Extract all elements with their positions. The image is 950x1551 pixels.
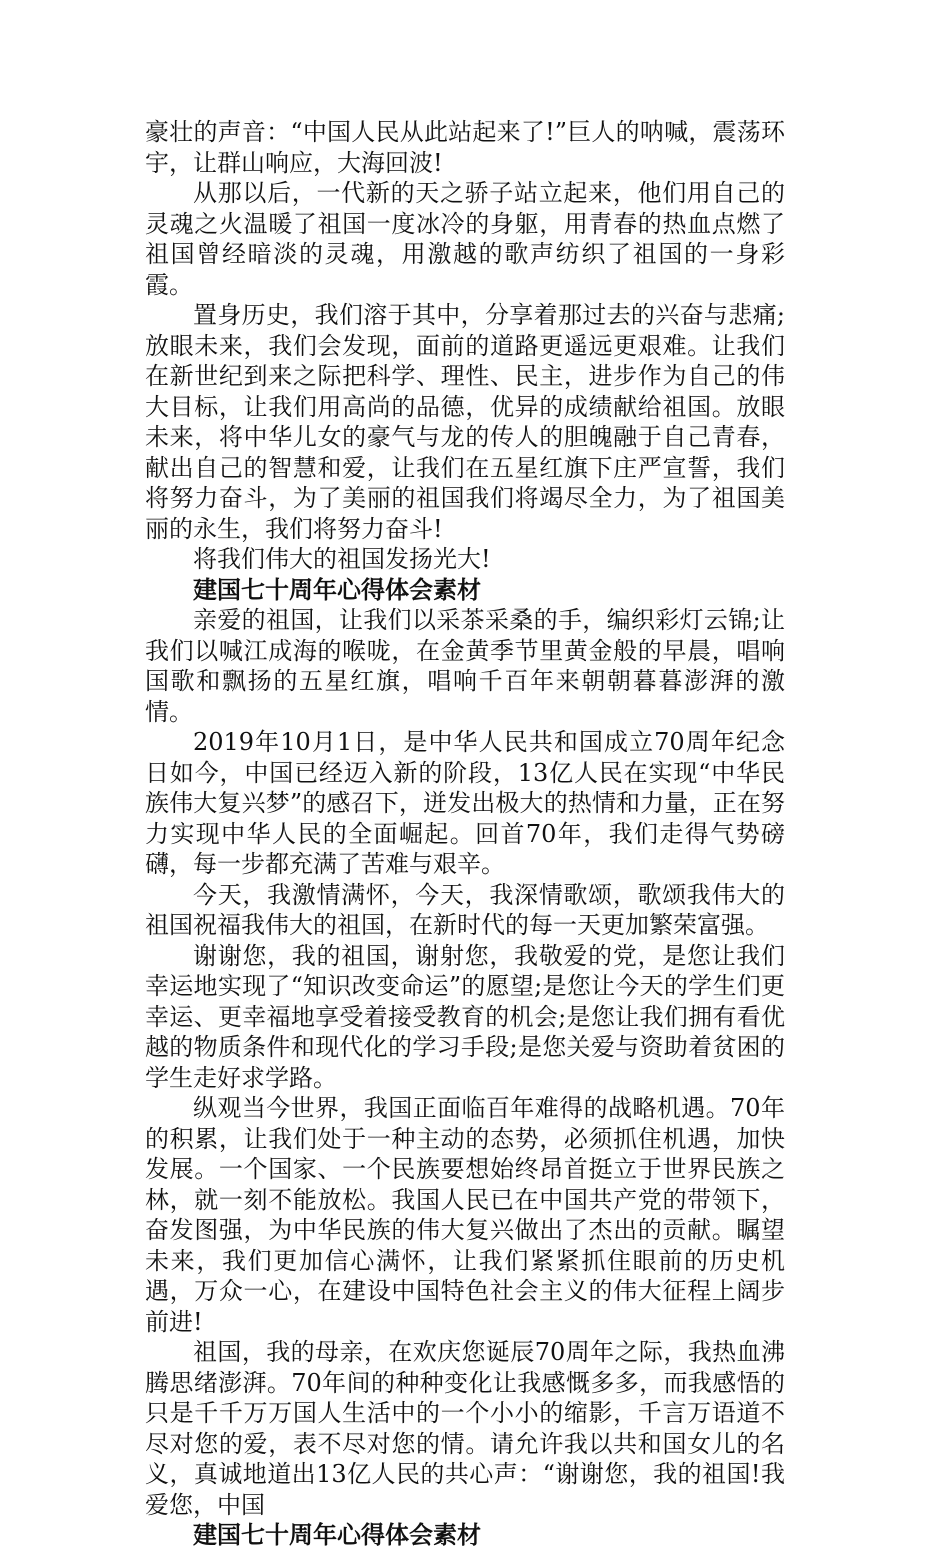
paragraph: 2019年10月1日，是中华人民共和国成立70周年纪念日如今，中国已经迈入新的阶段，13亿人民在实现“中华民族伟大复兴梦”的感召下，迸发出极大的热情和力量，正在努力实现中华人民的全面崛起。回首70年，我们走得气势磅礴，每一步都充满了苦难与艰辛。 — [145, 728, 785, 878]
section-heading: 建国七十周年心得体会素材 — [193, 574, 481, 604]
paragraph: 纵观当今世界，我国正面临百年难得的战略机遇。70年的积累，让我们处于一种主动的态势，必须抓住机遇，加快发展。一个国家、一个民族要想始终昂首挺立于世界民族之林，就一刻不能放松。我国人民已在中国共产党的带领下，奋发图强，为中华民族的伟大复兴做出了杰出的贡献。瞩望未来，我们更加信心满怀，让我们紧紧抓住眼前的历史机遇，万众一心，在建设中国特色社会主义的伟大征程上阔步前进! — [145, 1094, 785, 1336]
paragraph-continuation: 豪壮的声音：“中国人民从此站起来了!”巨人的呐喊，震荡环宇，让群山响应，大海回波! — [145, 118, 785, 177]
section-heading: 建国七十周年心得体会素材 — [193, 1520, 481, 1549]
paragraph: 置身历史，我们溶于其中，分享着那过去的兴奋与悲痛;放眼未来，我们会发现，面前的道路更遥远更艰难。让我们在新世纪到来之际把科学、理性、民主，进步作为自己的伟大目标，让我们用高尚的品德，优异的成绩献给祖国。放眼未来，将中华儿女的豪气与龙的传人的胆魄融于自己青春，献出自己的智慧和爱，让我们在五星红旗下庄严宣誓，我们将努力奋斗，为了美丽的祖国我们将竭尽全力，为了祖国美丽的永生，我们将努力奋斗! — [145, 301, 785, 543]
paragraph: 谢谢您，我的祖国，谢射您，我敬爱的党，是您让我们幸运地实现了“知识改变命运”的愿望;是您让今天的学生们更幸运、更幸福地享受着接受教育的机会;是您让我们拥有看优越的物质条件和现代化的学习手段;是您关爱与资助着贫困的学生走好求学路。 — [145, 941, 785, 1092]
paragraph: 祖国，我的母亲，在欢庆您诞辰70周年之际，我热血沸腾思绪澎湃。70年间的种种变化让我感慨多多，而我感悟的只是千千万万国人生活中的一个小小的缩影，千言万语道不尽对您的爱，表不尽对您的情。请允许我以共和国女儿的名义，真诚地道出13亿人民的共心声：“谢谢您，我的祖国!我爱您，中国 — [145, 1338, 785, 1519]
paragraph: 亲爱的祖国，让我们以采茶采桑的手，编织彩灯云锦;让我们以喊江成海的喉咙，在金黄季节里黄金般的早晨，唱响国歌和飘扬的五星红旗，唱响千百年来朝朝暮暮澎湃的激情。 — [145, 606, 785, 726]
document-body — [145, 117, 785, 1551]
paragraph: 将我们伟大的祖国发扬光大! — [193, 545, 491, 573]
paragraph: 今天，我激情满怀，今天，我深情歌颂，歌颂我伟大的祖国祝福我伟大的祖国，在新时代的每一天更加繁荣富强。 — [145, 880, 785, 939]
paragraph: 从那以后，一代新的天之骄子站立起来，他们用自己的灵魂之火温暖了祖国一度冰冷的身躯，用青春的热血点燃了祖国曾经暗淡的灵魂，用激越的歌声纺织了祖国的一身彩霞。 — [145, 179, 785, 299]
